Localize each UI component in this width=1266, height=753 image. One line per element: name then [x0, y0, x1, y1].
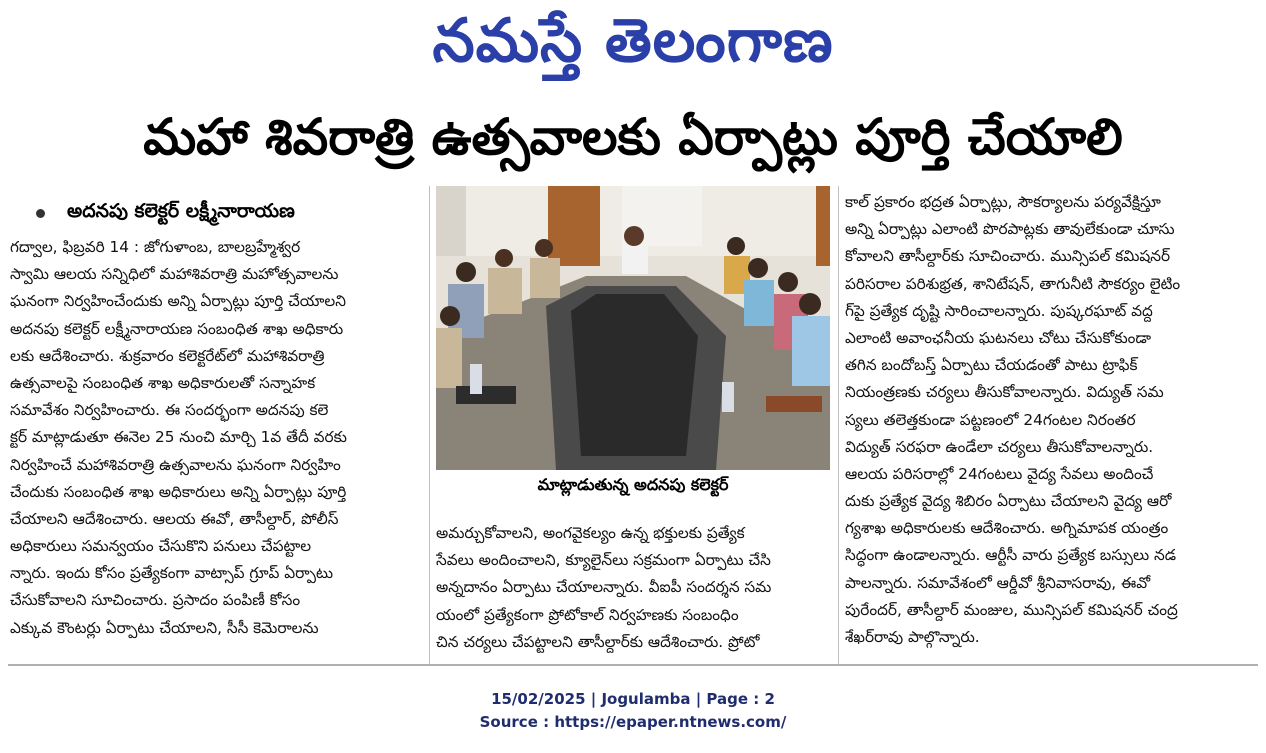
article-text-line: కోవాలని తాసీల్దార్‌కు సూచించారు. మున్సిపల్ కమిషనర్ [845, 247, 1171, 266]
article-text-line: యంలో ప్రత్యేకంగా ప్రోటోకాల్ నిర్వహణకు సంబంధిం [436, 605, 739, 624]
masthead-logo [0, 2, 1266, 82]
article-text-line: స్యలు తలెత్తకుండా పట్టణంలో 24గంటల నిరంతర [845, 410, 1136, 429]
article-text-line: సేవలు అందించాలని, క్యూలైన్‌లు సక్రమంగా ఏర్పాటు చేసి [436, 551, 771, 570]
article-text-line: చేందుకు సంబంధిత శాఖ అధికారులు అన్ని ఏర్పాట్లు పూర్తి [10, 482, 347, 501]
article-text-line: నియంత్రణకు చర్యలు తీసుకోవాలన్నారు. విద్యుత్ సమ [845, 383, 1164, 402]
article-text-line: చేసుకోవాలని సూచించారు. ప్రసాదం పంపిణీ కోసం [10, 591, 301, 610]
article-subheadline [36, 198, 295, 228]
article-text-line: అమర్చుకోవాలని, అంగవైకల్యం ఉన్న భక్తులకు ప్రత్యేక [436, 524, 745, 542]
article-text-line: గ్‌పై ప్రత్యేక దృష్టి సారించాలన్నారు. పుష్కరఘాట్ వద్ద [845, 301, 1153, 320]
photo-caption-text: మాట్లాడుతున్న అదనపు కలెక్టర్ [537, 475, 729, 494]
footer-source: Source : https://epaper.ntnews.com/ [479, 713, 787, 731]
subheadline-text: అదనపు కలెక్టర్ లక్ష్మీనారాయణ [67, 199, 295, 222]
article-text-line: స్వామి ఆలయ సన్నిధిలో మహాశివరాత్రి మహోత్సవాలను [10, 265, 339, 284]
masthead-title: నమస్తే తెలంగాణ [432, 6, 834, 76]
meeting-photo-illustration [436, 186, 830, 470]
article-text-line: సిద్ధంగా ఉండాలన్నారు. ఆర్టీసీ వారు ప్రత్యేక బస్సులు నడ [845, 546, 1177, 565]
article-headline [0, 98, 1266, 176]
photo-caption [436, 470, 830, 504]
article-column-3 [845, 189, 1257, 651]
article-text-line: అన్ని ఏర్పాట్లు ఎలాంటి పొరపాట్లకు తావులేకుండా చూసు [845, 220, 1175, 239]
article-column-1 [10, 234, 422, 642]
column-divider [429, 186, 430, 664]
article-text-line: సమావేశం నిర్వహించారు. ఈ సందర్భంగా అదనపు కలె [10, 401, 329, 420]
article-text-line: ఎలాంటి అవాంఛనీయ ఘటనలు చోటు చేసుకోకుండా [845, 328, 1151, 347]
article-text-line: అధికారులు సమన్వయం చేసుకొని పనులు చేపట్టాల [10, 537, 312, 556]
article-text-line: ఎక్కువ కౌంటర్లు ఏర్పాటు చేయాలని, సీసీ కెమెరాలను [10, 618, 319, 637]
article-photo [436, 186, 830, 470]
article-text-line: అన్నదానం ఏర్పాటు చేయాలన్నారు. వీఐపీ సందర్శన సమ [436, 578, 772, 597]
article-text-line: గ్యశాఖ అధికారులకు ఆదేశించారు. అగ్నిమాపక యంత్రం [845, 519, 1169, 538]
article-text-line: పరిసరాల పరిశుభ్రత, శానిటేషన్, తాగునీటి సౌకర్యం లైటిం [845, 274, 1181, 293]
article-text-line: క్టర్ మాట్లాడుతూ ఈనెల 25 నుంచి మార్చి 1వ తేదీ వరకు [10, 428, 347, 447]
footer-divider [8, 664, 1258, 666]
article-text-line: లకు ఆదేశించారు. శుక్రవారం కలెక్టరేట్‌లో మహాశివరాత్రి [10, 346, 325, 365]
article-text-line: గద్వాల, ఫిబ్రవరి 14 : జోగుళాంబ, బాలబ్రహ్మేశ్వర [10, 238, 301, 256]
bullet-icon [36, 209, 45, 218]
article-text-line: ఘనంగా నిర్వహించేందుకు అన్ని ఏర్పాట్లు పూర్తి చేయాలని [10, 292, 346, 311]
article-text-line: దుకు ప్రత్యేక వైద్య శిబిరం ఏర్పాటు చేయాలని వైద్య ఆరో [845, 492, 1172, 511]
article-text-line: న్నారు. ఇందు కోసం ప్రత్యేకంగా వాట్సాప్ గ్రూప్ ఏర్పాటు [10, 564, 334, 583]
article-text-line: నిర్వహించే మహాశివరాత్రి ఉత్సవాలను ఘనంగా నిర్వహిం [10, 455, 341, 474]
article-text-line: ఆలయ పరిసరాల్లో 24గంటలు వైద్య సేవలు అందించే [845, 464, 1154, 483]
article-text-line: ఉత్సవాలపై సంబంధిత శాఖ అధికారులతో సన్నాహక [10, 373, 316, 392]
article-column-2 [436, 520, 830, 656]
article-text-line: కాల్ ప్రకారం భద్రత ఏర్పాట్లు, సౌకర్యాలను పర్యవేక్షిస్తూ [845, 193, 1161, 211]
headline-text: మహా శివరాత్రి ఉత్సవాలకు ఏర్పాట్లు పూర్తి చేయాలి [143, 108, 1123, 166]
article-text-line: పాలన్నారు. సమావేశంలో ఆర్డీవో శ్రీనివాసరావు, ఈవో [845, 573, 1151, 592]
article-text-line: పురేందర్, తాసీల్దార్ మంజుల, మున్సిపల్ కమిషనర్ చంద్ర [845, 600, 1178, 619]
article-text-line: తగిన బందోబస్త్ ఏర్పాటు చేయడంతో పాటు ట్రాఫిక్ [845, 356, 1138, 375]
article-text-line: శేఖర్‌రావు పాల్గొన్నారు. [845, 628, 980, 646]
column-divider [838, 186, 839, 664]
article-text-line: చేయాలని ఆదేశించారు. ఆలయ ఈవో, తాసీల్దార్, పోలీస్ [10, 509, 339, 528]
article-text-line: చిన చర్యలు చేపట్టాలని తాసీల్దార్‌కు ఆదేశించారు. ప్రోటో [436, 632, 760, 651]
article-text-line: అదనపు కలెక్టర్ లక్ష్మీనారాయణ సంబంధిత శాఖ అధికారు [10, 319, 344, 338]
article-text-line: విద్యుత్ సరఫరా ఉండేలా చర్యలు తీసుకోవాలన్నారు. [845, 437, 1154, 456]
footer-date-edition: 15/02/2025 | Jogulamba | Page : 2 [491, 690, 775, 708]
